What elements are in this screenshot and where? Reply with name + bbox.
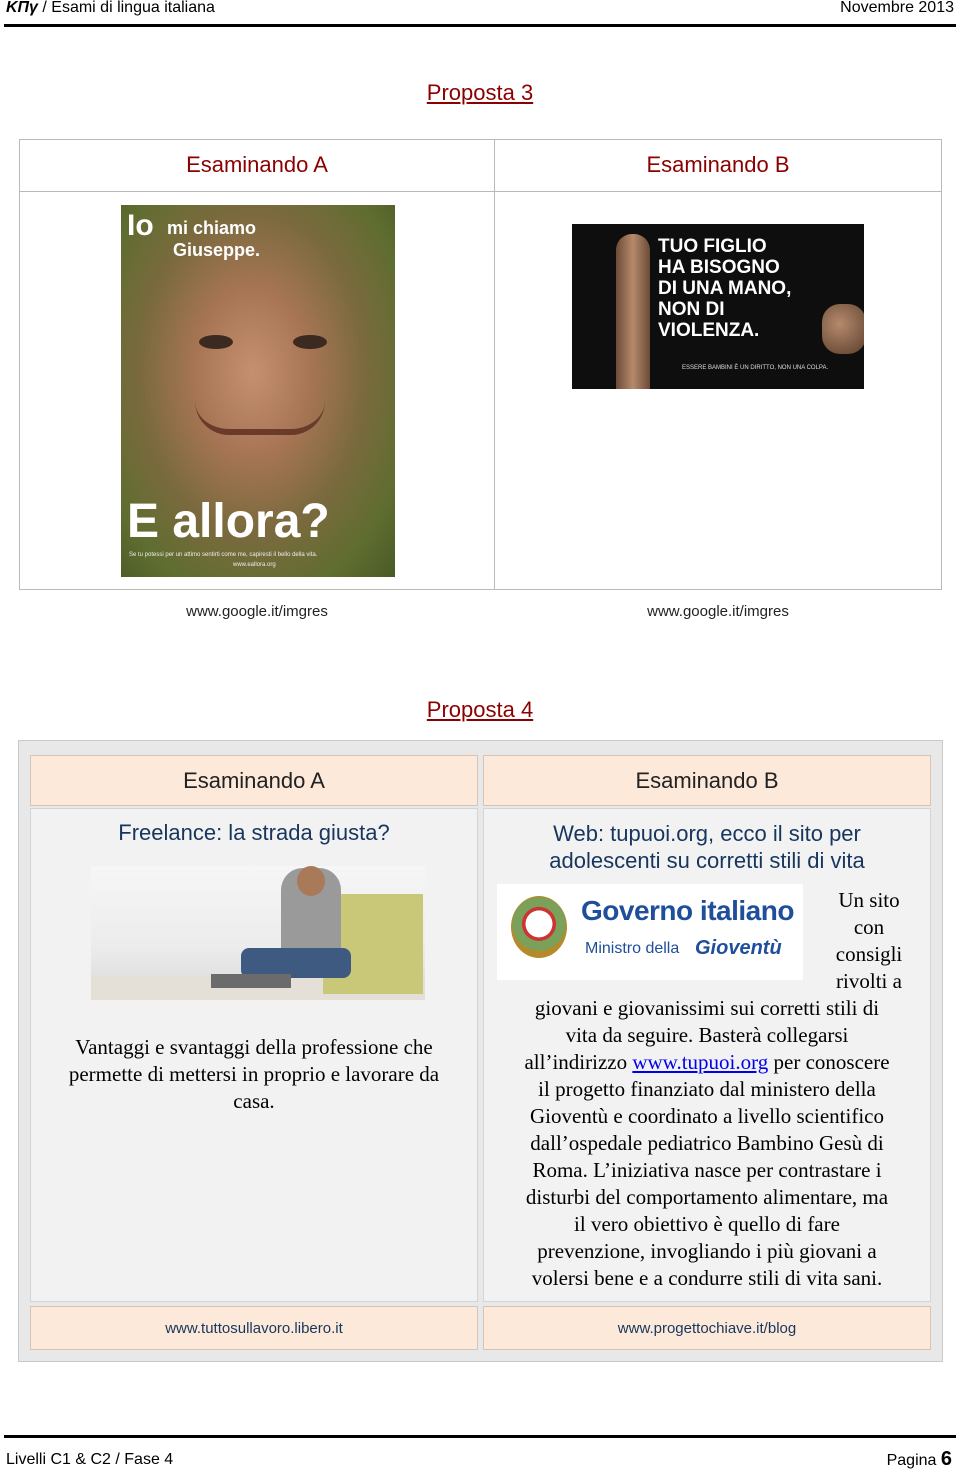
p4-a-text: Vantaggi e svantaggi della professione che permette di mettersi in proprio e lavorare da casa.: [68, 1035, 440, 1113]
p4-b-side-line: consigli: [835, 942, 903, 966]
p3-header-a: Esaminando A: [186, 152, 328, 177]
poster-hand: [616, 234, 650, 389]
p4-header-b: Esaminando B: [635, 768, 779, 793]
proposta-4-title: Proposta 4: [426, 697, 534, 722]
p4-b-text-line: vita da seguire. Basterà collegarsi: [565, 1023, 849, 1047]
p4-b-side-line: Un sito: [838, 888, 900, 912]
p4-b-text-link-line: [488, 1049, 926, 1076]
header-divider: [4, 24, 956, 27]
footer-divider: [4, 1435, 956, 1438]
poster-b-line: TUO FIGLIO: [658, 236, 767, 257]
p4-b-text-line: volersi bene e a condurre stili di vita sani.: [531, 1266, 883, 1290]
p4-header-a: Esaminando A: [183, 768, 325, 793]
p4-b-title-line2: adolescenti su corretti stili di vita: [549, 848, 865, 873]
governo-logo: [497, 884, 803, 980]
logo-text-ministro: Ministro della: [585, 940, 680, 957]
p4-b-text-line: prevenzione, invogliando i più giovani a: [537, 1239, 877, 1263]
p4-b-text-line: il vero obiettivo è quello di fare: [574, 1212, 840, 1236]
tupuoi-link[interactable]: www.tupuoi.org: [632, 1050, 769, 1074]
p4-b-text-line: Roma. L’iniziativa nasce per contrastare i: [532, 1158, 882, 1182]
p3-header-b-cell: [494, 139, 942, 192]
poster-eye-right: [293, 335, 327, 349]
freelancer-photo: [91, 866, 425, 1000]
p3-header-b: Esaminando B: [646, 152, 790, 177]
header-title: [6, 0, 215, 18]
p4-b-text: [488, 995, 926, 1292]
poster-a-line3: Giuseppe.: [173, 240, 261, 260]
p3-source-b: www.google.it/imgres: [647, 603, 789, 620]
p4-b-text-line: dall’ospedale pediatrico Bambino Gesù di: [530, 1131, 884, 1155]
poster-a-url: www.eallora.org: [233, 562, 276, 568]
poster-giuseppe-image: [121, 205, 395, 577]
poster-a-line1: Io: [127, 209, 154, 242]
p4-header-b-cell: [483, 755, 931, 806]
poster-a-small-text: Se tu potessi per un attimo sentirti come me, capiresti il bello della vita.: [129, 552, 318, 558]
poster-eye-left: [199, 335, 233, 349]
p4-b-text-line: il progetto finanziato dal ministero della: [538, 1077, 876, 1101]
poster-b-small-text: ESSERE BAMBINI È UN DIRITTO, NON UNA COLPA.: [682, 365, 829, 371]
poster-fist: [822, 304, 864, 354]
p4-source-a: www.tuttosullavoro.libero.it: [165, 1320, 343, 1337]
header-date: Novembre 2013: [840, 0, 954, 16]
photo-laptop: [211, 974, 291, 988]
logo-text-gioventu: Gioventù: [695, 937, 782, 959]
p4-b-text-line: disturbi del comportamento alimentare, ma: [525, 1185, 889, 1209]
poster-b-line: NON DI: [658, 299, 725, 320]
p4-b-title-line1: Web: tupuoi.org, ecco il sito per: [553, 821, 861, 846]
p4-source-b: www.progettochiave.it/blog: [617, 1320, 797, 1337]
poster-b-line: VIOLENZA.: [658, 320, 760, 341]
footer-page: [887, 1448, 952, 1472]
p4-b-side-text: [810, 887, 928, 995]
p3-source-a: www.google.it/imgres: [186, 603, 328, 620]
logo-text-governo: Governo italiano: [581, 895, 794, 926]
proposta-3-title: Proposta 3: [426, 80, 534, 105]
footer-page-number: 6: [940, 1448, 952, 1470]
p4-b-side-line: con: [853, 915, 885, 939]
poster-violenza-image: [572, 224, 864, 389]
p3-header-a-cell: [19, 139, 495, 192]
p4-b-side-line: rivolti a: [836, 969, 902, 993]
footer-page-label: Pagina: [886, 1452, 941, 1469]
poster-smile: [195, 401, 325, 435]
photo-person-head: [297, 866, 325, 896]
header-breadcrumb: / Esami di lingua italiana: [37, 0, 215, 16]
p4-b-title: [483, 820, 931, 874]
p4-b-link-suffix: per conoscere: [768, 1050, 890, 1074]
p4-header-a-cell: [30, 755, 478, 806]
poster-b-line: HA BISOGNO: [658, 257, 780, 278]
poster-a-line2: mi chiamo: [167, 218, 257, 238]
p4-a-title: Freelance: la strada giusta?: [118, 820, 390, 845]
p4-b-text-line: Gioventù e coordinato a livello scientifico: [530, 1104, 884, 1128]
poster-b-line: DI UNA MANO,: [658, 278, 792, 299]
italian-emblem-icon: [511, 896, 567, 958]
p4-b-text-line: giovani e giovanissimi sui corretti stili di: [534, 996, 880, 1020]
brand-logo-text: ΚΠγ: [6, 0, 38, 16]
footer-level: Livelli C1 & C2 / Fase 4: [6, 1451, 174, 1468]
p4-b-link-prefix: all’indirizzo: [524, 1050, 633, 1074]
poster-a-headline: E allora?: [127, 495, 330, 548]
